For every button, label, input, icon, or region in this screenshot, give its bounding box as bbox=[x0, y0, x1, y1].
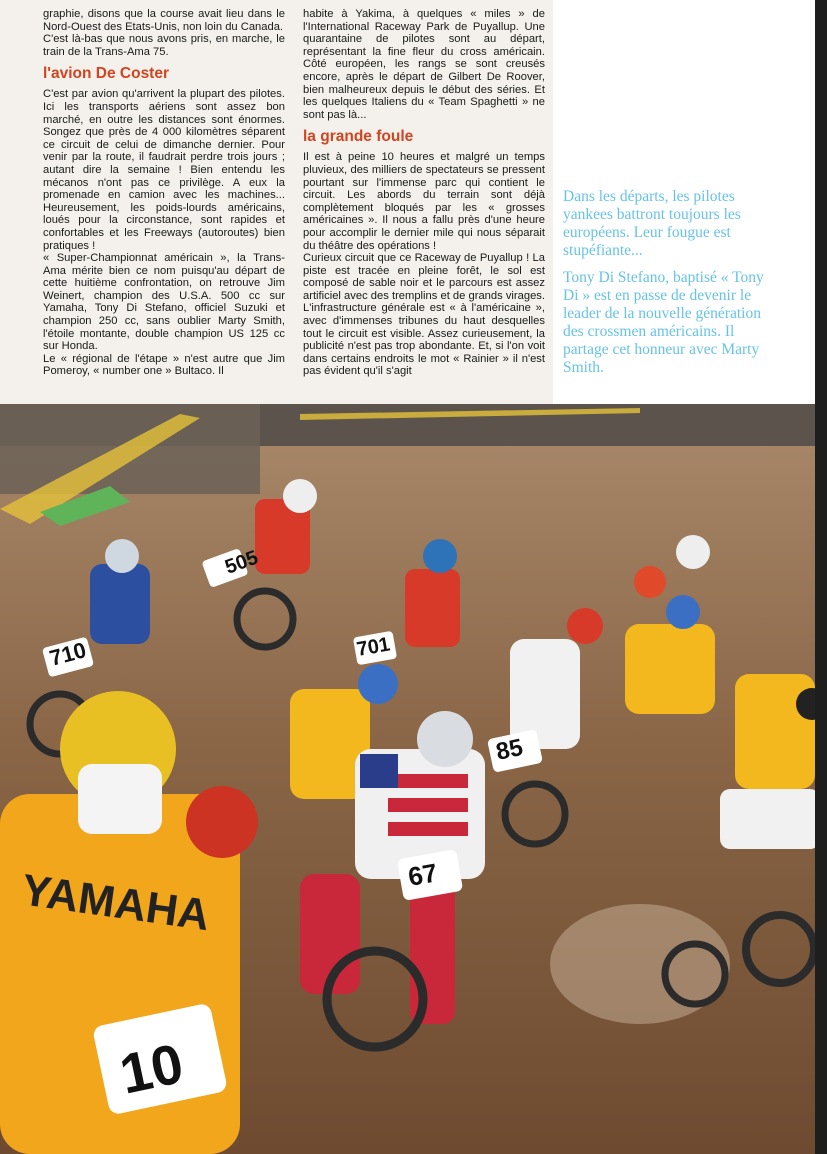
paragraph: Il est à peine 10 heures et malgré un temps pluvieux, des milliers de spectateurs se pressent pourtant sur l'immense parc qui contient le circuit. Les abords du terrain sont déjà complètement bloqués par les « grosses américaines ». Il nous a fallu près d'une heure pour accomplir le dernier mile qui nous séparait du théâtre des opérations ! bbox=[303, 151, 545, 252]
paragraph: Le « régional de l'étape » n'est autre que Jim Pomeroy, « number one » Bultaco. Il bbox=[43, 352, 285, 378]
section-heading: la grande foule bbox=[303, 128, 414, 146]
jersey-lettering: YAMAHA bbox=[18, 865, 213, 941]
number-plate: 67 bbox=[405, 857, 440, 892]
photo-caption: Dans les départs, les pilotes yankees battront toujours les européens. Leur fougue est stupéfiante... bbox=[563, 188, 741, 259]
photo-caption: Tony Di Stefano, baptisé « Tony Di » est en passe de devenir le leader de la nouvelle génération des crossmen américains. Il partage cet honneur avec Marty Smith. bbox=[563, 269, 764, 376]
motocross-start-illustration bbox=[0, 404, 822, 1154]
paragraph: « Super-Championnat américain », la Trans-Ama mérite bien ce nom puisqu'au départ de cette huitième confrontation, on retrouve Jim Weinert, champion des U.S.A. 500 cc sur Yamaha, Tony Di Stefano, officiel Suzuki et champion 250 cc, sans oublier Marty Smith, l'étoile montante, double champion US 125 cc sur Honda. bbox=[43, 252, 285, 353]
number-plate: 710 bbox=[46, 637, 89, 671]
paragraph: C'est là-bas que nous avons pris, en marche, le train de la Trans-Ama 75. bbox=[43, 33, 285, 58]
number-plate: 505 bbox=[222, 546, 262, 579]
article-column-2 bbox=[303, 8, 545, 378]
number-plate: 701 bbox=[355, 633, 392, 661]
page-edge bbox=[815, 0, 827, 1154]
article-column-1 bbox=[43, 8, 285, 378]
paragraph: C'est par avion qu'arrivent la plupart des pilotes. Ici les transports aériens sont assez bon marché, en outre les distances sont énormes. Songez que près de 4 000 kilomètres séparent ce circuit de celui de dimanche dernier. Pour venir par la route, il faudrait perdre trois jours ; autant dire la semaine ! Bien entendu les mécanos n'ont pas ce privilège. A eux la promenade en camion avec les machines... Heureusement, les poids-lourds américains, loués pour la circonstance, sont rapides et confortables et les Freeways (autoroutes) bien pratiques ! bbox=[43, 88, 285, 252]
motocross-photo bbox=[0, 404, 822, 1154]
paragraph: graphie, disons que la course avait lieu dans le Nord-Ouest des Etats-Unis, non loin du Canada. bbox=[43, 8, 285, 33]
paragraph: habite à Yakima, à quelques « miles » de l'International Raceway Park de Puyallup. Une quarantaine de pilotes sont au départ, représentant la fine fleur du cross américain. Côté européen, les rangs se sont creusés encore, après le départ de Gilbert De Roover, bien malheureux depuis le début des séries. Et les quelques Italiens du « Team Spaghetti » ne sont pas là... bbox=[303, 8, 545, 121]
number-plate: 10 bbox=[114, 1031, 189, 1106]
section-heading: l'avion De Coster bbox=[43, 65, 169, 83]
paragraph: Curieux circuit que ce Raceway de Puyallup ! La piste est tracée en pleine forêt, le sol est composé de sable noir et le parcours est assez artificiel avec des tremplins et de grands virages. L'infrastructure générale est « à l'américaine », avec d'immenses tribunes du haut desquelles tout le circuit est visible. Assez curieusement, la publicité n'est pas trop abondante. Et, si l'on voit dans certains endroits le mot « Rainier » il n'est pas évident qu'il s'agit bbox=[303, 252, 545, 378]
number-plate: 85 bbox=[493, 733, 526, 766]
